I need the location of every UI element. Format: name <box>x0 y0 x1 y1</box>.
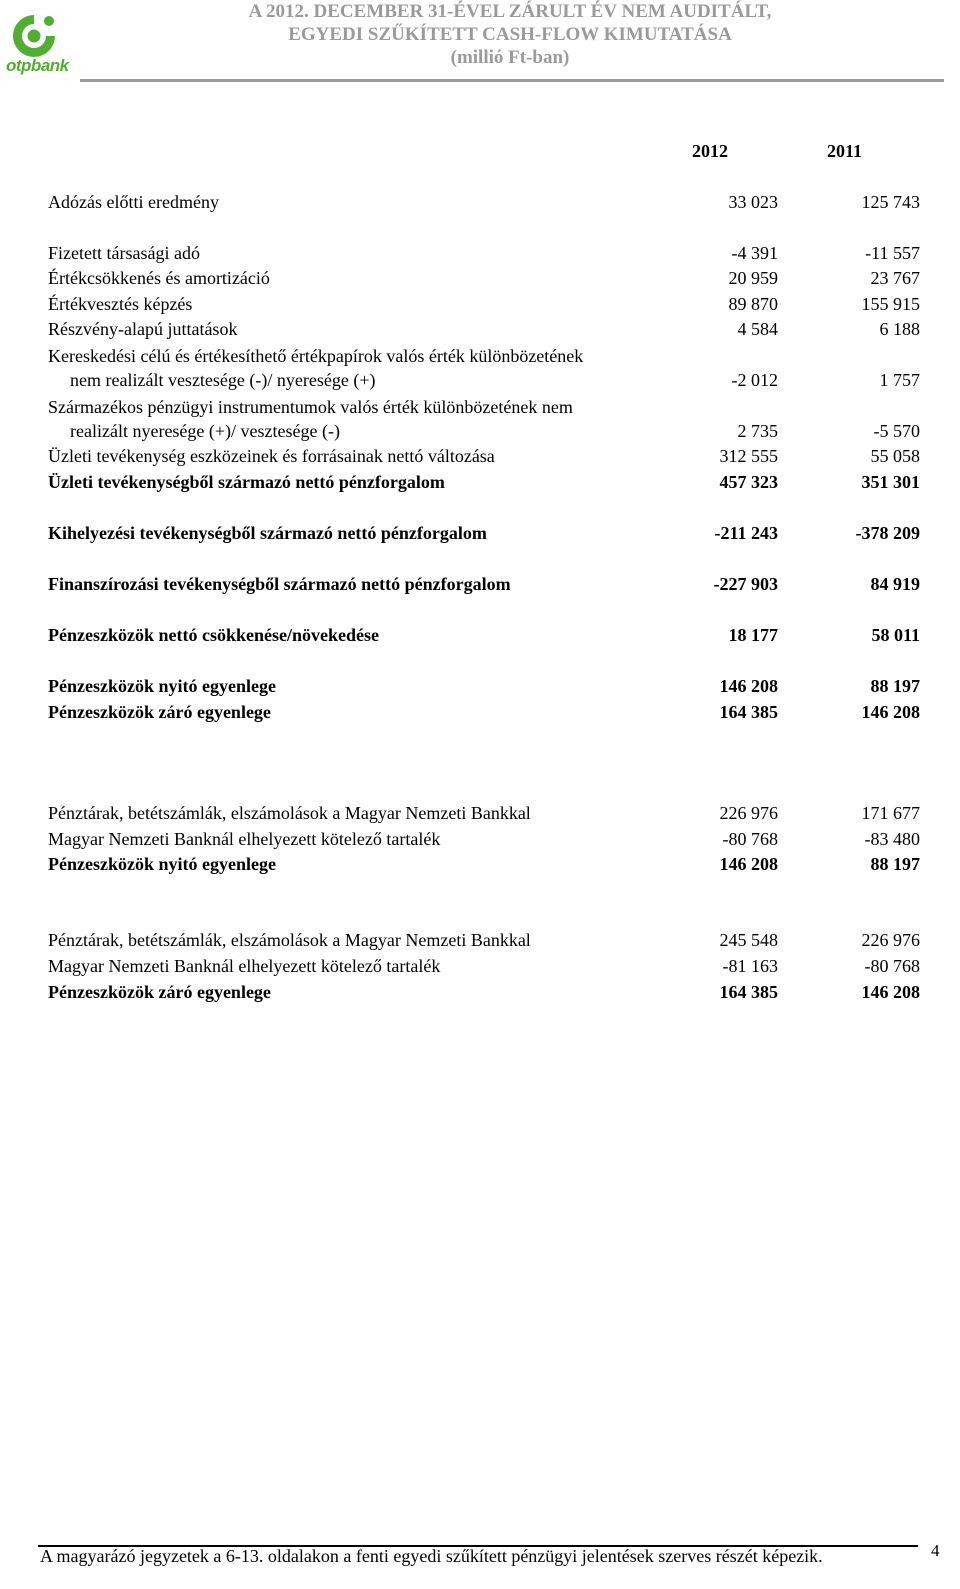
table-row-subtotal <box>48 521 923 545</box>
row-label: Magyar Nemzeti Banknál elhelyezett kötelező tartalék <box>48 956 441 976</box>
page-number: 4 <box>931 1541 940 1560</box>
header-unit: (millió Ft-ban) <box>450 47 570 68</box>
value-2011: 58 011 <box>871 625 920 645</box>
row-label: Kihelyezési tevékenységből származó nettó pénzforgalom <box>48 523 487 543</box>
value-2011: 125 743 <box>861 192 920 212</box>
value-2012: -2 012 <box>731 370 778 390</box>
header-title-line2: EGYEDI SZŰKÍTETT CASH-FLOW KIMUTATÁSA <box>288 24 732 45</box>
value-2012: 2 735 <box>737 421 778 441</box>
table-row-label-line1 <box>48 395 923 419</box>
value-2012: 164 385 <box>719 702 778 722</box>
value-2012: -80 768 <box>722 829 778 849</box>
value-2011: 171 677 <box>861 803 920 823</box>
value-2011: 1 757 <box>879 370 920 390</box>
value-2012: 20 959 <box>728 268 778 288</box>
value-2011: 84 919 <box>870 574 920 594</box>
row-label: Pénzeszközök nyitó egyenlege <box>48 676 276 696</box>
value-2012: -81 163 <box>722 956 778 976</box>
value-2012: 457 323 <box>719 472 778 492</box>
table-row-total <box>48 623 923 647</box>
value-2012: 89 870 <box>728 294 778 314</box>
row-label: Pénzeszközök záró egyenlege <box>48 982 271 1002</box>
table-row <box>48 317 923 341</box>
value-2012: -227 903 <box>713 574 778 594</box>
row-label: Értékcsökkenés és amortizáció <box>48 268 270 288</box>
value-2011: 226 976 <box>861 930 920 950</box>
logo-wordmark: otpbank <box>6 56 69 75</box>
value-2012: -211 243 <box>714 523 778 543</box>
column-header-2011: 2011 <box>827 141 863 161</box>
header-title-line1: A 2012. DECEMBER 31-ÉVEL ZÁRULT ÉV NEM AUDITÁLT, <box>248 1 772 22</box>
row-label-continued: nem realizált vesztesége (-)/ nyeresége (+) <box>70 370 376 390</box>
value-2011: 88 197 <box>870 676 920 696</box>
table-row <box>48 444 923 468</box>
row-label: Üzleti tevékenységből származó nettó pénzforgalom <box>48 472 445 492</box>
table-row <box>48 827 923 851</box>
table-row-label-line1 <box>48 344 923 368</box>
table-row-subtotal <box>48 470 923 494</box>
value-2012: 226 976 <box>719 803 778 823</box>
table-row <box>48 266 923 290</box>
value-2012: 33 023 <box>728 192 778 212</box>
value-2011: 23 767 <box>870 268 920 288</box>
table-row <box>48 368 923 392</box>
value-2011: -378 209 <box>855 523 920 543</box>
row-label: Kereskedési célú és értékesíthető értékpapírok valós érték különbözetének <box>48 346 584 366</box>
value-2012: 146 208 <box>719 854 778 874</box>
value-2011: 6 188 <box>879 319 920 339</box>
row-label: Pénztárak, betétszámlák, elszámolások a Magyar Nemzeti Bankkal <box>48 803 531 823</box>
report-header <box>200 0 820 69</box>
table-row <box>48 928 923 952</box>
header-divider <box>80 79 944 82</box>
value-2012: 245 548 <box>719 930 778 950</box>
column-header-2012: 2012 <box>692 141 728 161</box>
row-label: Értékvesztés képzés <box>48 294 193 314</box>
row-label: Pénztárak, betétszámlák, elszámolások a Magyar Nemzeti Bankkal <box>48 930 531 950</box>
row-label: Részvény-alapú juttatások <box>48 319 238 339</box>
row-label: Pénzeszközök nyitó egyenlege <box>48 854 276 874</box>
table-row <box>48 190 923 214</box>
value-2011: 351 301 <box>861 472 920 492</box>
table-row <box>48 801 923 825</box>
value-2012: 312 555 <box>719 446 778 466</box>
row-label: Származékos pénzügyi instrumentumok valós érték különbözetének nem <box>48 397 573 417</box>
table-row-total <box>48 980 923 1004</box>
value-2012: 4 584 <box>737 319 778 339</box>
value-2011: 146 208 <box>861 702 920 722</box>
value-2011: 88 197 <box>870 854 920 874</box>
row-label-continued: realizált nyeresége (+)/ vesztesége (-) <box>70 421 340 441</box>
row-label: Fizetett társasági adó <box>48 243 200 263</box>
table-row <box>48 419 923 443</box>
value-2011: -80 768 <box>864 956 920 976</box>
value-2011: 155 915 <box>861 294 920 314</box>
value-2012: 164 385 <box>719 982 778 1002</box>
table-row-subtotal <box>48 572 923 596</box>
table-row <box>48 241 923 265</box>
table-row-total <box>48 700 923 724</box>
row-label: Adózás előtti eredmény <box>48 192 219 212</box>
value-2012: 18 177 <box>728 625 778 645</box>
footer-note: A magyarázó jegyzetek a 6-13. oldalakon a fenti egyedi szűkített pénzügyi jelentések szerves részét képezik. <box>40 1546 823 1566</box>
value-2011: -83 480 <box>864 829 920 849</box>
value-2012: -4 391 <box>731 243 778 263</box>
value-2011: 55 058 <box>870 446 920 466</box>
value-2011: -11 557 <box>865 243 920 263</box>
row-label: Pénzeszközök nettó csökkenése/növekedése <box>48 625 379 645</box>
row-label: Magyar Nemzeti Banknál elhelyezett kötelező tartalék <box>48 829 441 849</box>
row-label: Finanszírozási tevékenységből származó nettó pénzforgalom <box>48 574 511 594</box>
row-label: Pénzeszközök záró egyenlege <box>48 702 271 722</box>
table-row-total <box>48 852 923 876</box>
value-2012: 146 208 <box>719 676 778 696</box>
table-row <box>48 954 923 978</box>
table-row <box>48 292 923 316</box>
row-label: Üzleti tevékenység eszközeinek és forrásainak nettó változása <box>48 446 495 466</box>
value-2011: 146 208 <box>861 982 920 1002</box>
value-2011: -5 570 <box>873 421 920 441</box>
table-row <box>48 674 923 698</box>
